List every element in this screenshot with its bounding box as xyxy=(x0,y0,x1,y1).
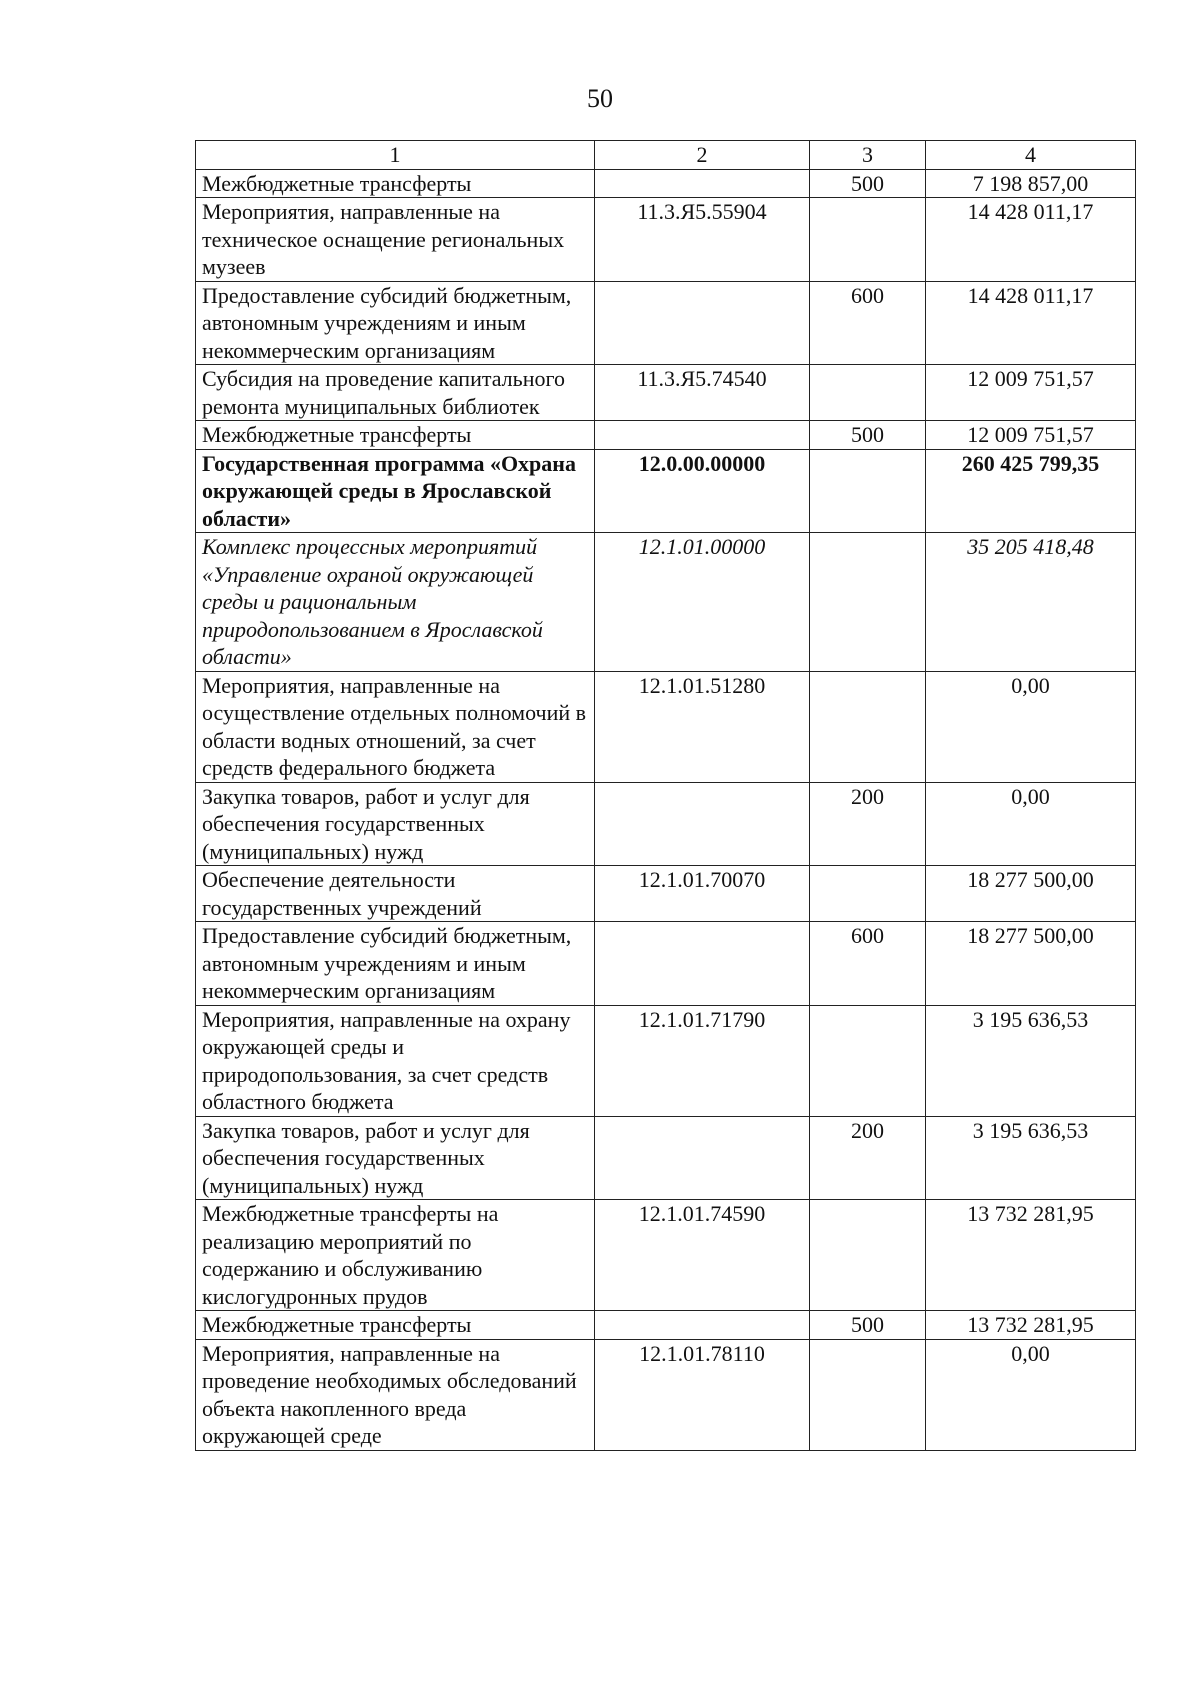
column-header-1: 1 xyxy=(196,141,595,170)
row-type-cell xyxy=(810,671,926,782)
row-name-cell: Закупка товаров, работ и услуг для обеспечения государственных (муниципальных) нужд xyxy=(196,782,595,866)
row-amount-cell: 260 425 799,35 xyxy=(926,449,1136,533)
row-name-cell: Мероприятия, направленные на осуществление отдельных полномочий в области водных отношений, за счет средств федерального бюджета xyxy=(196,671,595,782)
row-type-cell: 500 xyxy=(810,169,926,198)
row-amount-cell: 12 009 751,57 xyxy=(926,365,1136,421)
row-name-cell: Межбюджетные трансферты xyxy=(196,169,595,198)
row-amount-cell: 7 198 857,00 xyxy=(926,169,1136,198)
row-name-cell: Мероприятия, направленные на техническое оснащение региональных музеев xyxy=(196,198,595,282)
row-amount-cell: 12 009 751,57 xyxy=(926,421,1136,450)
page-number: 50 xyxy=(587,84,613,113)
row-code-cell xyxy=(595,281,810,365)
row-type-cell: 200 xyxy=(810,1116,926,1200)
row-code-cell xyxy=(595,1116,810,1200)
row-type-cell xyxy=(810,449,926,533)
row-type-cell xyxy=(810,198,926,282)
row-name-cell: Предоставление субсидий бюджетным, автономным учреждениям и иным некоммерческим организациям xyxy=(196,281,595,365)
row-name-cell: Межбюджетные трансферты на реализацию мероприятий по содержанию и обслуживанию кислогудронных прудов xyxy=(196,1200,595,1311)
table-header-row xyxy=(196,141,1136,170)
table-row xyxy=(196,533,1136,672)
row-amount-cell: 3 195 636,53 xyxy=(926,1116,1136,1200)
row-name-cell: Межбюджетные трансферты xyxy=(196,421,595,450)
row-amount-cell: 14 428 011,17 xyxy=(926,281,1136,365)
table-row xyxy=(196,671,1136,782)
table-body xyxy=(196,169,1136,1450)
row-type-cell xyxy=(810,1339,926,1450)
row-type-cell: 500 xyxy=(810,421,926,450)
table-row xyxy=(196,198,1136,282)
row-code-cell xyxy=(595,1311,810,1340)
row-amount-cell: 13 732 281,95 xyxy=(926,1311,1136,1340)
row-code-cell xyxy=(595,782,810,866)
table-row xyxy=(196,1005,1136,1116)
row-type-cell xyxy=(810,365,926,421)
budget-table xyxy=(195,140,1136,1451)
row-type-cell xyxy=(810,1005,926,1116)
table-row xyxy=(196,365,1136,421)
row-code-cell xyxy=(595,922,810,1006)
row-amount-cell: 3 195 636,53 xyxy=(926,1005,1136,1116)
row-code-cell: 11.3.Я5.74540 xyxy=(595,365,810,421)
row-code-cell: 12.1.01.51280 xyxy=(595,671,810,782)
table-row xyxy=(196,922,1136,1006)
table-row xyxy=(196,866,1136,922)
table-row xyxy=(196,421,1136,450)
row-code-cell: 12.0.00.00000 xyxy=(595,449,810,533)
row-name-cell: Обеспечение деятельности государственных учреждений xyxy=(196,866,595,922)
row-code-cell: 12.1.01.78110 xyxy=(595,1339,810,1450)
row-code-cell: 12.1.01.74590 xyxy=(595,1200,810,1311)
row-code-cell: 12.1.01.71790 xyxy=(595,1005,810,1116)
table-row xyxy=(196,449,1136,533)
row-amount-cell: 18 277 500,00 xyxy=(926,866,1136,922)
row-code-cell xyxy=(595,169,810,198)
row-name-cell: Закупка товаров, работ и услуг для обеспечения государственных (муниципальных) нужд xyxy=(196,1116,595,1200)
row-name-cell: Комплекс процессных мероприятий «Управление охраной окружающей среды и рациональным природопользованием в Ярославской области» xyxy=(196,533,595,672)
row-code-cell xyxy=(595,421,810,450)
row-amount-cell: 0,00 xyxy=(926,1339,1136,1450)
row-type-cell xyxy=(810,1200,926,1311)
row-code-cell: 11.3.Я5.55904 xyxy=(595,198,810,282)
row-name-cell: Мероприятия, направленные на проведение необходимых обследований объекта накопленного вреда окружающей среде xyxy=(196,1339,595,1450)
row-amount-cell: 0,00 xyxy=(926,782,1136,866)
row-name-cell: Межбюджетные трансферты xyxy=(196,1311,595,1340)
column-header-3: 3 xyxy=(810,141,926,170)
table-row xyxy=(196,1339,1136,1450)
row-type-cell: 500 xyxy=(810,1311,926,1340)
row-amount-cell: 13 732 281,95 xyxy=(926,1200,1136,1311)
row-type-cell: 600 xyxy=(810,281,926,365)
row-type-cell xyxy=(810,533,926,672)
table-row xyxy=(196,782,1136,866)
column-header-2: 2 xyxy=(595,141,810,170)
row-type-cell: 600 xyxy=(810,922,926,1006)
row-amount-cell: 18 277 500,00 xyxy=(926,922,1136,1006)
row-name-cell: Предоставление субсидий бюджетным, автономным учреждениям и иным некоммерческим организациям xyxy=(196,922,595,1006)
row-name-cell: Мероприятия, направленные на охрану окружающей среды и природопользования, за счет средств областного бюджета xyxy=(196,1005,595,1116)
table-row xyxy=(196,1200,1136,1311)
row-name-cell: Государственная программа «Охрана окружающей среды в Ярославской области» xyxy=(196,449,595,533)
column-header-4: 4 xyxy=(926,141,1136,170)
table-row xyxy=(196,1116,1136,1200)
row-amount-cell: 0,00 xyxy=(926,671,1136,782)
row-code-cell: 12.1.01.70070 xyxy=(595,866,810,922)
row-code-cell: 12.1.01.00000 xyxy=(595,533,810,672)
table-row xyxy=(196,1311,1136,1340)
table-row xyxy=(196,169,1136,198)
row-amount-cell: 35 205 418,48 xyxy=(926,533,1136,672)
row-name-cell: Субсидия на проведение капитального ремонта муниципальных библиотек xyxy=(196,365,595,421)
table-row xyxy=(196,281,1136,365)
row-type-cell xyxy=(810,866,926,922)
row-amount-cell: 14 428 011,17 xyxy=(926,198,1136,282)
row-type-cell: 200 xyxy=(810,782,926,866)
